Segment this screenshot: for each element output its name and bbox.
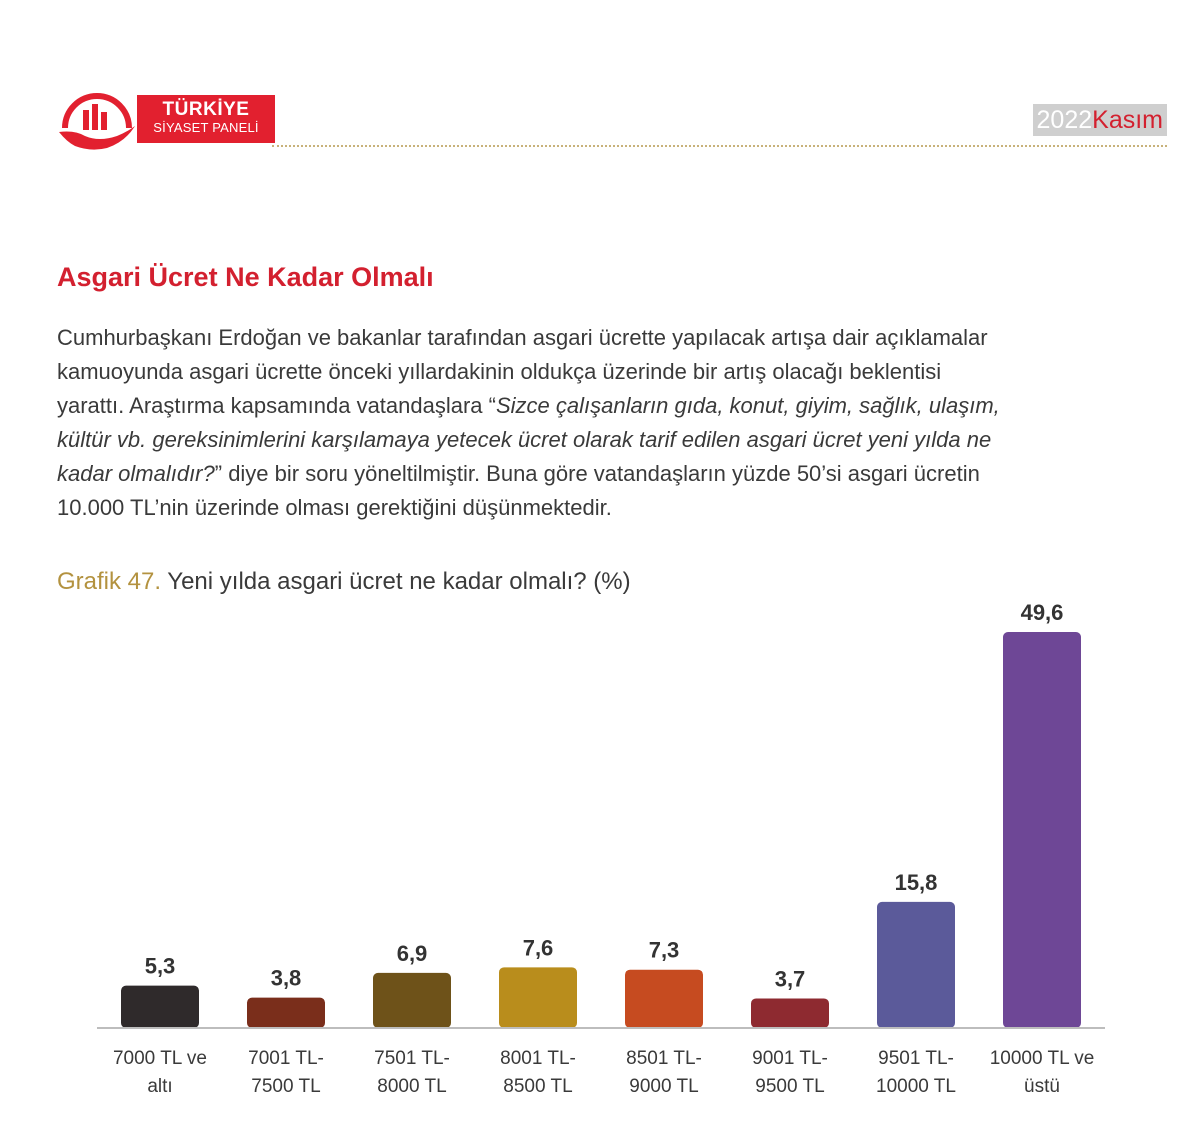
bar — [751, 998, 829, 1028]
data-label: 6,9 — [396, 940, 428, 966]
brand-subtitle: SİYASET PANELİ — [153, 120, 259, 135]
category-label: altı — [147, 1076, 173, 1097]
data-label: 7,3 — [648, 937, 680, 963]
category-label: 10000 TL — [876, 1076, 956, 1097]
data-label: 15,8 — [894, 869, 938, 895]
category-label: 9500 TL — [755, 1076, 825, 1097]
category-label: 9001 TL- — [752, 1048, 828, 1069]
category-label: 8000 TL — [377, 1076, 447, 1097]
bar — [121, 986, 199, 1028]
category-label: 7501 TL- — [374, 1048, 450, 1069]
data-label: 5,3 — [144, 953, 176, 979]
category-label: 8501 TL- — [626, 1048, 702, 1069]
category-label: 7500 TL — [251, 1076, 321, 1097]
question-text: kadar olmalıdır? — [57, 461, 215, 486]
brand-name: TÜRKİYE — [162, 99, 250, 120]
category-label: 8001 TL- — [500, 1048, 576, 1069]
question-text: kültür vb. gereksinimlerini karşılamaya yetecek ücret olarak tarif edilen asgari ücret yeni yılda ne — [57, 427, 992, 452]
category-label: 7000 TL ve — [112, 1048, 208, 1069]
bar — [373, 973, 451, 1028]
bar — [625, 970, 703, 1028]
line-text: 10.000 TL’nin üzerinde olması gerektiğini düşünmektedir. — [57, 495, 612, 520]
category-label: 9000 TL — [629, 1076, 699, 1097]
data-label: 7,6 — [522, 935, 554, 961]
caption-text: Yeni yılda asgari ücret ne kadar olmalı? (%) — [161, 568, 631, 595]
data-label: 3,8 — [270, 965, 302, 991]
caption-label: Grafik 47. — [57, 568, 162, 595]
paragraph-line — [57, 423, 1167, 457]
paragraph-line — [57, 491, 1167, 525]
bar — [247, 998, 325, 1028]
question-text: Sizce çalışanların gıda, konut, giyim, sağlık, ulaşım, — [495, 393, 1000, 418]
header-divider — [272, 145, 1167, 147]
paragraph-line — [57, 355, 1167, 389]
line-text: kamuoyunda asgari ücrette önceki yıllardakinin oldukça üzerinde bir artış olacağı beklentisi — [57, 359, 942, 384]
paragraph-line — [57, 457, 1167, 491]
category-label: üstü — [1024, 1076, 1060, 1097]
category-label: 9501 TL- — [878, 1048, 954, 1069]
data-label: 3,7 — [774, 966, 806, 992]
line-text: yarattı. Araştırma kapsamında vatandaşlara “ — [57, 393, 496, 418]
line-text: ” diye bir soru yöneltilmiştir. Buna göre vatandaşların yüzde 50’si asgari ücretin — [214, 461, 980, 486]
bar-chart — [0, 590, 1200, 1110]
data-label: 49,6 — [1020, 600, 1064, 625]
category-label: 8500 TL — [503, 1076, 573, 1097]
body-paragraph — [57, 321, 1167, 525]
logo-hand-chart-icon — [55, 92, 137, 154]
section-title: Asgari Ücret Ne Kadar Olmalı — [57, 262, 434, 292]
issue-date — [1033, 104, 1167, 136]
category-label: 10000 TL ve — [989, 1048, 1095, 1069]
brand-box — [137, 95, 275, 143]
issue-month: Kasım — [1092, 106, 1163, 134]
paragraph-line — [57, 389, 1167, 423]
bar — [877, 902, 955, 1028]
category-label: 7001 TL- — [248, 1048, 324, 1069]
issue-year: 2022 — [1036, 106, 1093, 134]
line-text: Cumhurbaşkanı Erdoğan ve bakanlar tarafından asgari ücrette yapılacak artışa dair açıklamalar — [57, 325, 988, 350]
bar — [1003, 632, 1081, 1028]
paragraph-line — [57, 321, 1167, 355]
bar — [499, 967, 577, 1028]
brand-logo — [55, 92, 277, 154]
